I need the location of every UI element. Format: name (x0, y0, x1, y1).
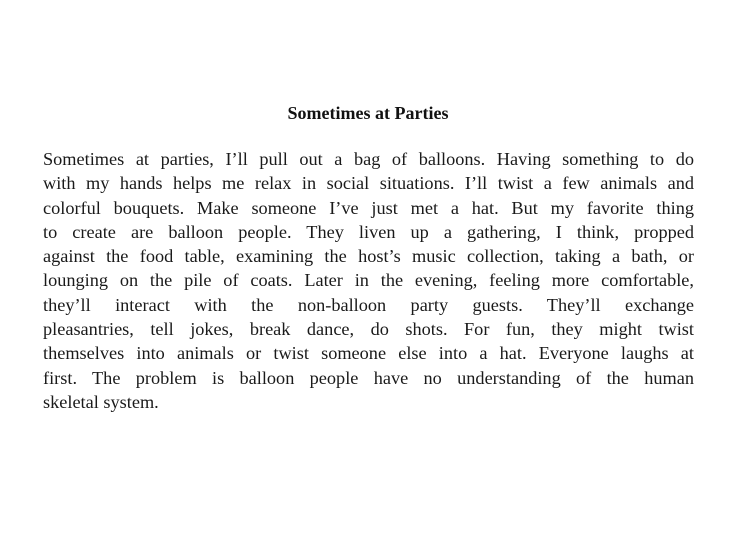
paragraph-line: with my hands helps me relax in social situations. I’ll twist a few animals and (43, 173, 694, 194)
paragraph-line: they’ll interact with the non-balloon party guests. They’ll exchange (43, 294, 694, 315)
document-title: Sometimes at Parties (287, 103, 449, 123)
paragraph-line: first. The problem is balloon people have no understanding of the human (43, 367, 694, 388)
paragraph-line: against the food table, examining the host’s music collection, taking a bath, or (43, 246, 694, 267)
document-paragraph (43, 147, 694, 414)
paragraph-line: colorful bouquets. Make someone I’ve just met a hat. But my favorite thing (43, 197, 694, 218)
paragraph-line: skeletal system. (43, 391, 159, 412)
paragraph-line: themselves into animals or twist someone else into a hat. Everyone laughs at (43, 343, 694, 364)
paragraph-line: lounging on the pile of coats. Later in the evening, feeling more comfortable, (43, 270, 694, 291)
paragraph-line: to create are balloon people. They liven up a gathering, I think, propped (43, 221, 694, 242)
paragraph-line: pleasantries, tell jokes, break dance, do shots. For fun, they might twist (43, 319, 694, 340)
paragraph-line: Sometimes at parties, I’ll pull out a bag of balloons. Having something to do (43, 149, 694, 169)
